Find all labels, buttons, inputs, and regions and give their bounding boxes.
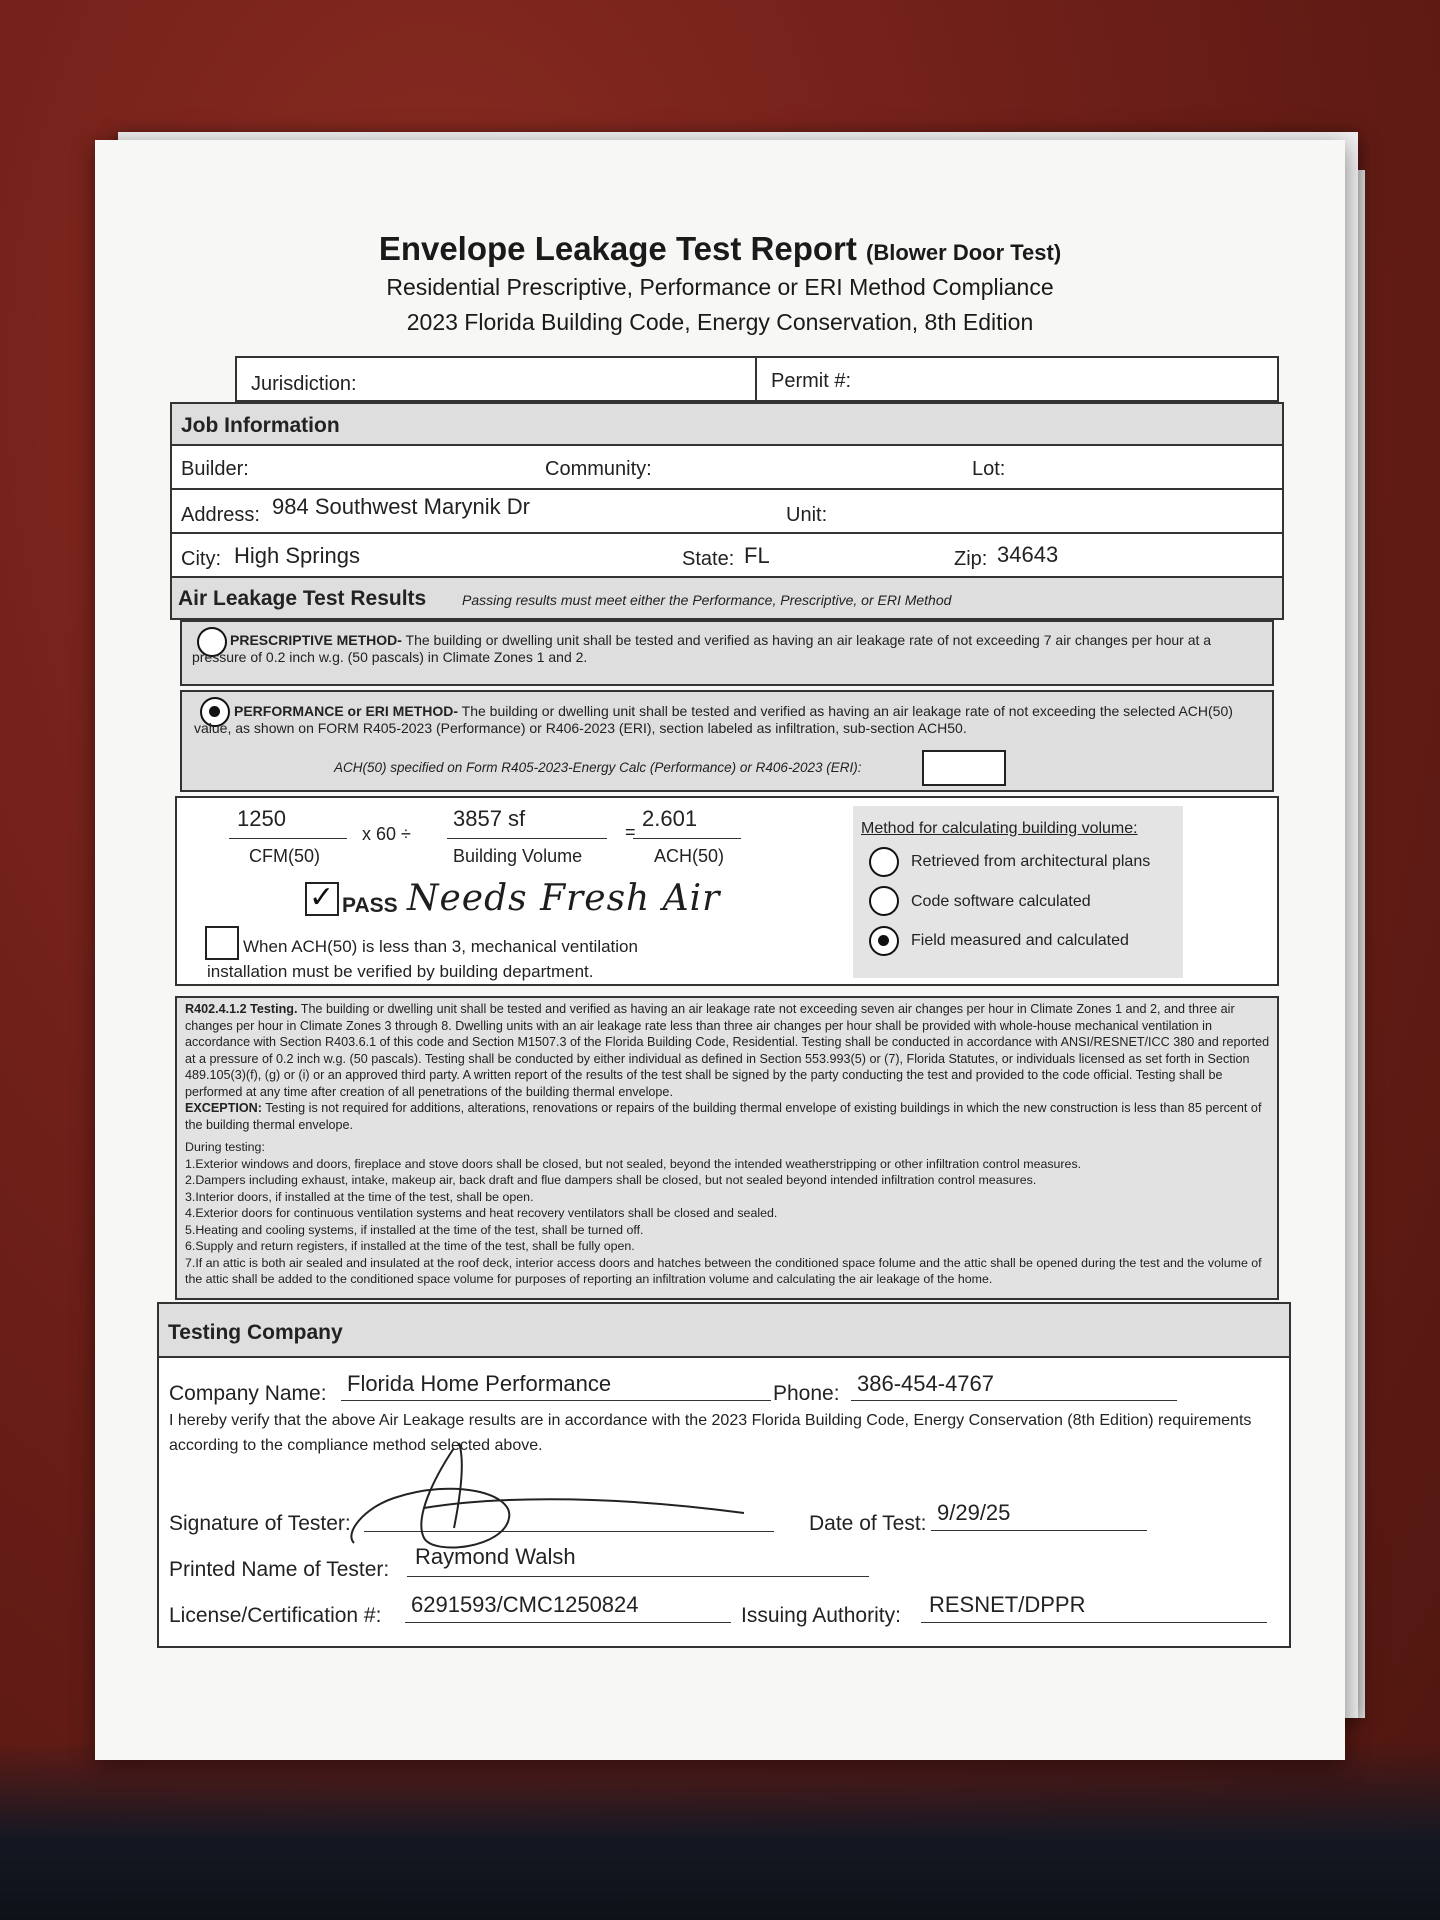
mech-vent-body: When ACH(50) is less than 3, mechanical ventilation installation must be verified by building department.: [207, 937, 638, 981]
code-paragraph: [185, 1001, 1270, 1133]
ach-label: ACH(50): [654, 846, 725, 866]
performance-text: [194, 703, 1244, 737]
multiply-text: x 60 ÷: [362, 824, 411, 844]
state-value[interactable]: FL: [744, 543, 770, 568]
authority-value[interactable]: RESNET/DPPR: [929, 1592, 1086, 1617]
builder-label: Builder:: [181, 458, 249, 480]
pass-checkbox[interactable]: [305, 882, 339, 916]
community-label: Community:: [545, 458, 652, 480]
tester-signature: [334, 1438, 754, 1558]
check-mark-icon: ✓: [309, 881, 335, 914]
prescriptive-title: PRESCRIPTIVE METHOD-: [230, 632, 402, 648]
exception-label: EXCEPTION:: [185, 1101, 262, 1115]
mech-vent-text: [207, 934, 677, 984]
testing-step: 1.Exterior windows and doors, fireplace and stove doors shall be closed, but not sealed, beyond the intended weatherstripping or other infiltration control measures.: [185, 1156, 1082, 1171]
city-row: [170, 532, 1284, 578]
code-body: The building or dwelling unit shall be tested and verified as having an air leakage rate not exceeding seven air changes per hour in Climate Zones 1 and 2, and three air changes per hour in Climate Zones 3 through 8. Dwelling units with an air leakage rate less than three air changes per hour shall be provided with whole-house mechanical ventilation in accordance with Section R403.6.1 of this code and Section M1507.3 of the Florida Building Code, Residential. Testing shall be conducted in accordance with ANSI/RESNET/ICC 380 and reported at a pressure of 0.2 inch w.g. (50 pascals). Testing shall be conducted by either individual as defined in Section 553.993(5) or (7), Florida Statutes, or individuals licensed as set forth in Section 489.105(3)(f), (g) or (i) or an approved third party. A written report of the results of the test shall be signed by the party conducting the test and provided to the code official. Testing shall be performed at any time after creation of all penetrations of the building thermal envelope.: [185, 1002, 1270, 1099]
phone-value[interactable]: 386-454-4767: [857, 1371, 995, 1396]
air-leakage-note: Passing results must meet either the Performance, Prescriptive, or ERI Method: [462, 592, 952, 608]
background-shadow: [0, 1740, 1440, 1920]
permit-box[interactable]: [755, 356, 1279, 402]
cfm-label: CFM(50): [249, 846, 320, 866]
zip-label: Zip:: [954, 548, 988, 570]
calculation-box: [175, 796, 1279, 986]
volume-value[interactable]: 3857 sf: [453, 806, 526, 831]
permit-label: Permit #:: [771, 370, 852, 392]
jurisdiction-box: [235, 356, 759, 402]
prescriptive-text: [192, 632, 1232, 666]
address-row: [170, 488, 1284, 534]
license-label: License/Certification #:: [169, 1604, 382, 1627]
unit-label: Unit:: [786, 504, 828, 526]
report-title: [95, 230, 1345, 268]
prescriptive-body: The building or dwelling unit shall be tested and verified as having an air leakage rate of not exceeding 7 air changes per hour at a pressure of 0.2 inch w.g. (50 pascals) in Climate Zones 1 and 2.: [192, 632, 1212, 665]
printed-name-line: [407, 1576, 869, 1577]
ach-specified-label: ACH(50) specified on Form R405-2023-Energy Calc (Performance) or R406-2023 (ERI):: [334, 760, 862, 775]
zip-value[interactable]: 34643: [997, 542, 1059, 567]
method-software-label: Code software calculated: [911, 893, 1091, 910]
performance-box: [180, 690, 1274, 792]
signature-label: Signature of Tester:: [169, 1512, 351, 1535]
method-plans-label: Retrieved from architectural plans: [911, 853, 1151, 870]
verify-text: I hereby verify that the above Air Leakage results are in accordance with the 2023 Florida Building Code, Energy Conservation (8th Edition) requirements according to the compliance method selected above.: [169, 1412, 1252, 1454]
method-software-radio[interactable]: [869, 886, 899, 916]
ach-value[interactable]: 2.601: [642, 806, 698, 831]
address-value[interactable]: 984 Southwest Marynik Dr: [272, 494, 530, 519]
report-page: [95, 140, 1345, 1760]
ach-specified-field[interactable]: [922, 750, 1006, 786]
testing-company-title: Testing Company: [168, 1321, 343, 1344]
phone-label: Phone:: [773, 1382, 840, 1405]
equals-sign: =: [625, 822, 636, 842]
testing-step: 4.Exterior doors for continuous ventilation systems and heat recovery ventilators shall be closed and sealed.: [185, 1206, 778, 1220]
exception-body: Testing is not required for additions, alterations, renovations or repairs of the building thermal envelope of existing buildings in which the new construction is less than 85 percent of the building thermal envelope.: [185, 1101, 1262, 1132]
code-section-box: [175, 996, 1279, 1300]
testing-step: 7.If an attic is both air sealed and insulated at the roof deck, interior access doors and hatches between the conditioned space folume and the attic shall be opened during the test and the volume of the attic shall be added to the conditioned space volume for purposes of reporting an infiltration volume and calculating the air leakage of the home.: [185, 1255, 1262, 1286]
air-leakage-title: Air Leakage Test Results: [178, 587, 427, 610]
testing-step: 3.Interior doors, if installed at the time of the test, shall be open.: [185, 1189, 534, 1204]
title-paren: (Blower Door Test): [866, 240, 1062, 265]
lot-label: Lot:: [972, 458, 1006, 480]
job-info-header: [170, 402, 1284, 446]
performance-title: PERFORMANCE or ERI METHOD-: [234, 703, 458, 719]
city-value[interactable]: High Springs: [234, 543, 360, 568]
method-plans-radio[interactable]: [869, 847, 899, 877]
prescriptive-box: [180, 620, 1274, 686]
jurisdiction-label: Jurisdiction:: [251, 373, 357, 395]
pass-label: PASS: [342, 894, 398, 917]
handwritten-note: Needs Fresh Air: [407, 878, 721, 919]
during-testing-list: [185, 1139, 1275, 1288]
volume-method-title: Method for calculating building volume:: [861, 820, 1138, 837]
address-label: Address:: [181, 504, 260, 526]
job-info-title: Job Information: [181, 414, 340, 437]
builder-row: [170, 444, 1284, 490]
title-text: Envelope Leakage Test Report: [378, 230, 857, 267]
date-label: Date of Test:: [809, 1512, 927, 1535]
license-line: [405, 1622, 731, 1623]
testing-step: 2.Dampers including exhaust, intake, makeup air, back draft and flue dampers shall be closed, but not sealed beyond intended infiltration control measures.: [185, 1173, 1037, 1187]
report-header: [95, 230, 1345, 336]
company-value[interactable]: Florida Home Performance: [347, 1371, 612, 1396]
company-label: Company Name:: [169, 1382, 327, 1405]
ach-line: [633, 838, 741, 839]
company-line: [341, 1400, 771, 1401]
subtitle-2: 2023 Florida Building Code, Energy Conservation, 8th Edition: [406, 309, 1034, 335]
method-field-label: Field measured and calculated: [911, 932, 1129, 949]
printed-name-label: Printed Name of Tester:: [169, 1558, 390, 1581]
state-label: State:: [682, 548, 735, 570]
air-leakage-header: [170, 576, 1284, 620]
testing-step: 5.Heating and cooling systems, if installed at the time of the test, shall be turned off.: [185, 1222, 644, 1237]
cfm-line: [229, 838, 347, 839]
testing-company-header: [157, 1302, 1291, 1358]
code-ref: R402.4.1.2 Testing.: [185, 1002, 298, 1016]
volume-line: [447, 838, 607, 839]
phone-line: [851, 1400, 1177, 1401]
printed-name-value[interactable]: Raymond Walsh: [415, 1544, 576, 1569]
during-testing-label: During testing:: [185, 1140, 265, 1154]
date-line: [931, 1530, 1147, 1531]
authority-label: Issuing Authority:: [741, 1604, 901, 1627]
testing-company-box: [157, 1356, 1291, 1648]
volume-label: Building Volume: [453, 846, 583, 866]
volume-method-panel: [853, 806, 1183, 978]
method-field-radio[interactable]: [869, 926, 899, 956]
license-value[interactable]: 6291593/CMC1250824: [411, 1592, 639, 1617]
cfm-value[interactable]: 1250: [237, 806, 286, 831]
authority-line: [921, 1622, 1267, 1623]
city-label: City:: [181, 548, 221, 570]
performance-body: The building or dwelling unit shall be tested and verified as having an air leakage rate of not exceeding the selected ACH(50) value, as shown on FORM R405-2023 (Performance) or R406-2023 (ERI), section labeled as infiltration, sub-section ACH50.: [194, 703, 1233, 736]
subtitle-1: Residential Prescriptive, Performance or ERI Method Compliance: [386, 274, 1054, 300]
testing-step: 6.Supply and return registers, if installed at the time of the test, shall be fully open.: [185, 1239, 635, 1253]
date-value[interactable]: 9/29/25: [937, 1500, 1011, 1525]
